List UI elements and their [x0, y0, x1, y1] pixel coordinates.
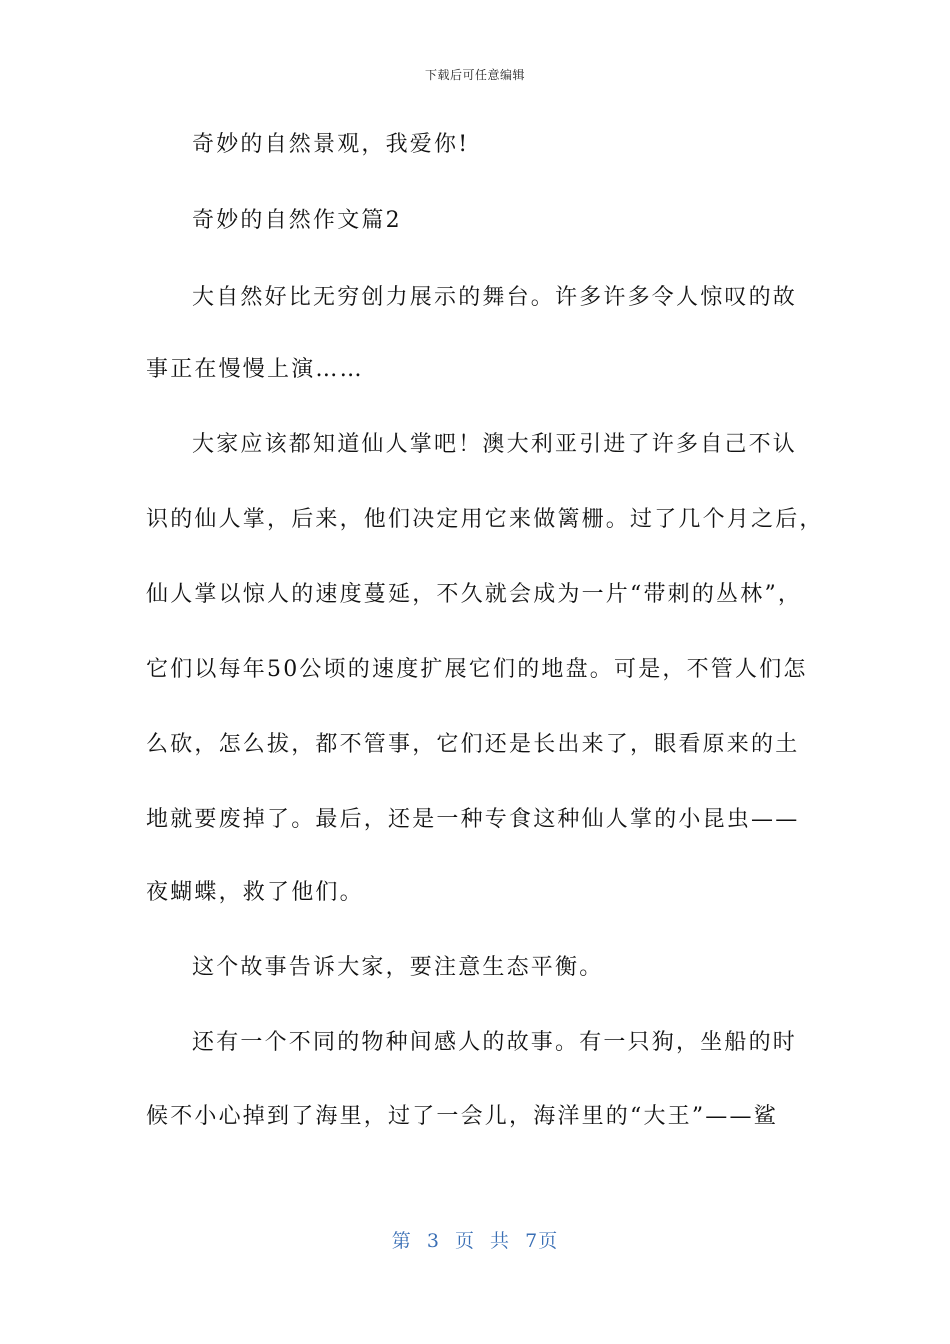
- paragraph-line: 还有一个不同的物种间感人的故事。有一只狗，坐船的时: [192, 1030, 798, 1055]
- page-header: 下载后可任意编辑: [424, 68, 525, 82]
- paragraph-line: 候不小心掉到了海里，过了一会儿，海洋里的“大王”——鲨: [146, 1104, 778, 1129]
- footer-page-word: 页: [454, 1230, 475, 1252]
- paragraph-line: 奇妙的自然景观，我爱你!: [192, 132, 470, 157]
- section-heading: 奇妙的自然作文篇2: [192, 208, 402, 233]
- paragraph-line: 大家应该都知道仙人掌吧！澳大利亚引进了许多自己不认: [192, 432, 798, 457]
- paragraph-line: 仙人掌以惊人的速度蔓延，不久就会成为一片“带刺的丛林”，: [146, 582, 803, 607]
- total-pages: 7页: [525, 1230, 559, 1252]
- paragraph-line: 么砍，怎么拔，都不管事，它们还是长出来了，眼看原来的土: [146, 732, 800, 757]
- paragraph-line: 大自然好比无穷创力展示的舞台。许多许多令人惊叹的故: [192, 285, 798, 310]
- footer-prefix: 第: [391, 1230, 412, 1252]
- paragraph-line: 事正在慢慢上演……: [146, 357, 364, 382]
- paragraph-line: 地就要废掉了。最后，还是一种专食这种仙人掌的小昆虫——: [146, 807, 800, 832]
- paragraph-line: 夜蝴蝶，救了他们。: [146, 880, 364, 905]
- current-page-number: 3: [426, 1230, 440, 1252]
- footer-total-word: 共: [490, 1230, 511, 1252]
- paragraph-line: 它们以每年50公顷的速度扩展它们的地盘。可是，不管人们怎: [146, 657, 808, 682]
- paragraph-line: 识的仙人掌，后来，他们决定用它来做篱栅。过了几个月之后，: [146, 507, 824, 532]
- paragraph-line: 这个故事告诉大家，要注意生态平衡。: [192, 955, 604, 980]
- page-footer: [0, 1226, 950, 1253]
